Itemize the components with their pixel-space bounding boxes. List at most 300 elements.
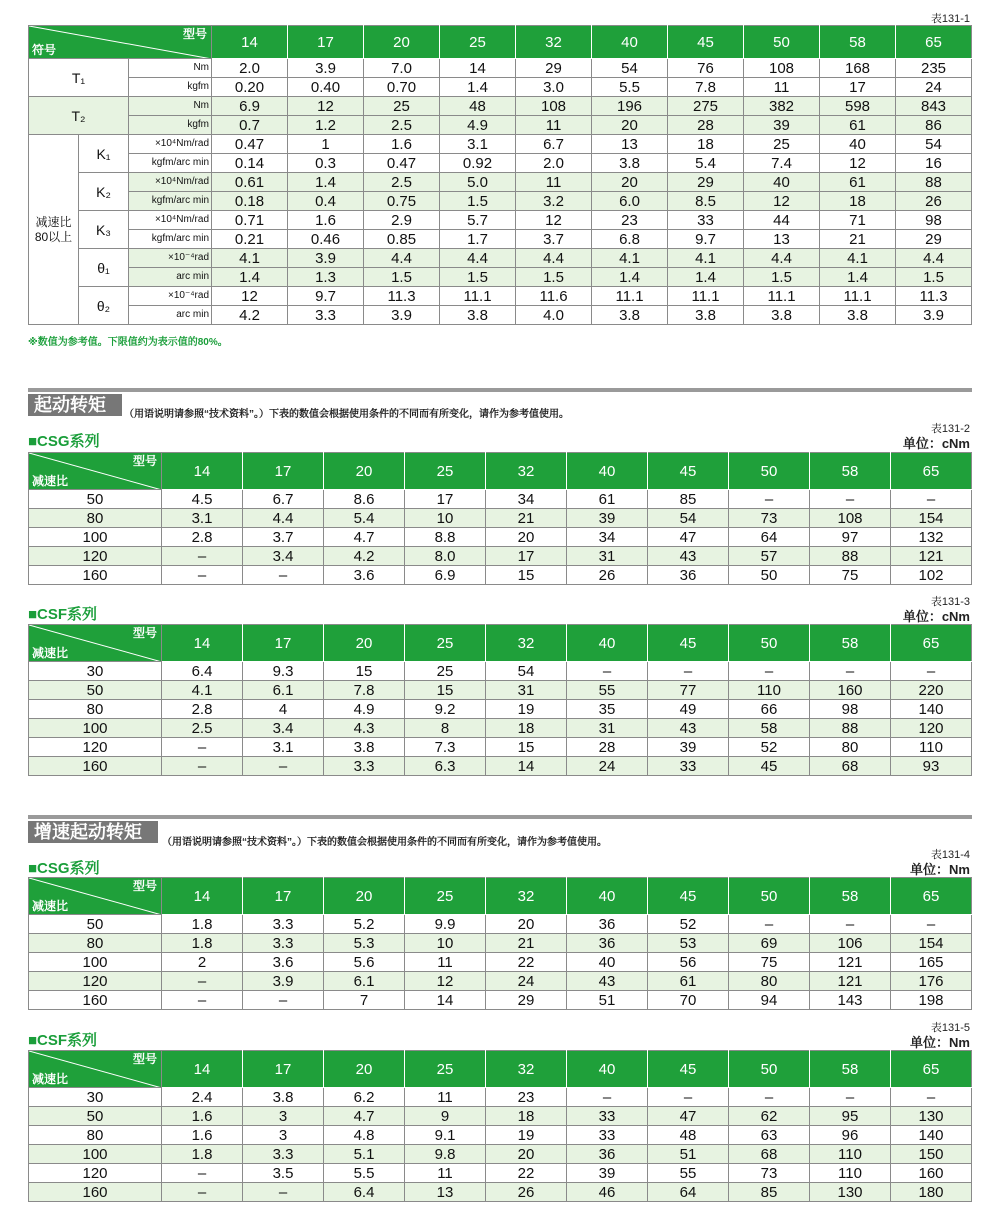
value-cell: 80 [729, 972, 810, 991]
value-cell: – [243, 991, 324, 1010]
value-cell: 108 [516, 97, 592, 116]
model-header: 25 [405, 1051, 486, 1088]
value-cell: 110 [810, 1164, 891, 1183]
value-cell: – [243, 757, 324, 776]
value-cell: 12 [405, 972, 486, 991]
value-cell: – [891, 1088, 972, 1107]
value-cell: 3.8 [243, 1088, 324, 1107]
table-row [29, 662, 972, 681]
ratio-cell: 120 [29, 1164, 162, 1183]
value-cell: 0.3 [288, 154, 364, 173]
value-cell: 11 [516, 116, 592, 135]
value-cell: 1.5 [440, 268, 516, 287]
value-cell: 26 [486, 1183, 567, 1202]
value-cell: – [567, 1088, 648, 1107]
value-cell: 130 [810, 1183, 891, 1202]
value-cell: 33 [567, 1107, 648, 1126]
ratio-cell: 160 [29, 991, 162, 1010]
corner-label-row: 符号 [32, 43, 57, 57]
value-cell: – [810, 490, 891, 509]
value-cell: 21 [820, 230, 896, 249]
model-header: 45 [648, 1051, 729, 1088]
value-cell: 45 [729, 757, 810, 776]
corner-label-row: 减速比 [32, 1072, 69, 1086]
value-cell: 130 [891, 1107, 972, 1126]
unit-cell: ×10⁻⁴rad [129, 249, 212, 268]
model-header: 32 [486, 1051, 567, 1088]
table-id: 表131-2 [930, 423, 970, 435]
value-cell: 21 [486, 509, 567, 528]
value-cell: 43 [648, 719, 729, 738]
value-cell: 24 [567, 757, 648, 776]
model-header: 32 [486, 625, 567, 662]
value-cell: 176 [891, 972, 972, 991]
value-cell: 36 [567, 915, 648, 934]
value-cell: 34 [567, 528, 648, 547]
value-cell: 61 [648, 972, 729, 991]
value-cell: 5.5 [592, 78, 668, 97]
value-cell: 143 [810, 991, 891, 1010]
ratio-cell: 100 [29, 953, 162, 972]
value-cell: 35 [567, 700, 648, 719]
value-cell: 22 [486, 953, 567, 972]
value-cell: 5.2 [324, 915, 405, 934]
ratio-cell: 50 [29, 915, 162, 934]
value-cell: 25 [364, 97, 440, 116]
series-title: ■CSG系列 [28, 433, 100, 450]
value-cell: 55 [567, 681, 648, 700]
unit-cell: arc min [129, 268, 212, 287]
value-cell: 57 [729, 547, 810, 566]
value-cell: 0.92 [440, 154, 516, 173]
value-cell: 4.4 [896, 249, 972, 268]
value-cell: 86 [896, 116, 972, 135]
value-cell: 106 [810, 934, 891, 953]
unit-cell: kgfm/arc min [129, 230, 212, 249]
value-cell: 9.2 [405, 700, 486, 719]
value-cell: 31 [567, 547, 648, 566]
value-cell: 1.5 [440, 192, 516, 211]
value-cell: 3 [243, 1126, 324, 1145]
ratio-cell: 160 [29, 1183, 162, 1202]
value-cell: 64 [648, 1183, 729, 1202]
value-cell: 17 [820, 78, 896, 97]
header-corner [29, 26, 212, 59]
value-cell: 6.2 [324, 1088, 405, 1107]
value-cell: 28 [668, 116, 744, 135]
value-cell: 63 [729, 1126, 810, 1145]
value-cell: 28 [567, 738, 648, 757]
value-cell: 160 [810, 681, 891, 700]
value-cell: 275 [668, 97, 744, 116]
ratio-cell: 50 [29, 1107, 162, 1126]
value-cell: 2.4 [162, 1088, 243, 1107]
section-hint: （用语说明请参照“技术资料”。）下表的数值会根据使用条件的不同而有所变化，请作为参考值使用。 [124, 409, 569, 420]
value-cell: 15 [486, 738, 567, 757]
value-cell: 11.1 [820, 287, 896, 306]
corner-label-model: 型号 [132, 1052, 157, 1066]
value-cell: 4.9 [324, 700, 405, 719]
data-table [28, 1050, 972, 1202]
value-cell: 77 [648, 681, 729, 700]
value-cell: 6.7 [243, 490, 324, 509]
model-header: 50 [729, 878, 810, 915]
model-header: 45 [668, 26, 744, 59]
series-title: ■CSF系列 [28, 1032, 98, 1049]
value-cell: 1.4 [212, 268, 288, 287]
ratio-cell: 120 [29, 547, 162, 566]
model-header: 20 [324, 1051, 405, 1088]
value-cell: 11 [405, 1164, 486, 1183]
value-cell: 3.8 [820, 306, 896, 325]
value-cell: 53 [648, 934, 729, 953]
value-cell: 6.9 [212, 97, 288, 116]
model-header: 58 [810, 453, 891, 490]
value-cell: 15 [324, 662, 405, 681]
model-header: 14 [162, 453, 243, 490]
value-cell: 132 [891, 528, 972, 547]
value-cell: 14 [405, 991, 486, 1010]
value-cell: 71 [820, 211, 896, 230]
value-cell: 11.1 [668, 287, 744, 306]
value-cell: 110 [729, 681, 810, 700]
unit-cell: ×10⁴Nm/rad [129, 135, 212, 154]
value-cell: 20 [592, 173, 668, 192]
value-cell: 56 [648, 953, 729, 972]
ratio-cell: 50 [29, 681, 162, 700]
value-cell: 73 [729, 1164, 810, 1183]
model-header: 40 [567, 878, 648, 915]
value-cell: 3.8 [744, 306, 820, 325]
model-header: 17 [243, 878, 324, 915]
value-cell: 3.3 [288, 306, 364, 325]
value-cell: 2.0 [212, 59, 288, 78]
value-cell: 14 [486, 757, 567, 776]
table-id: 表131-5 [930, 1022, 970, 1034]
value-cell: 6.4 [162, 662, 243, 681]
value-cell: 43 [648, 547, 729, 566]
ratio-cell: 50 [29, 490, 162, 509]
value-cell: 3.1 [440, 135, 516, 154]
value-cell: 29 [896, 230, 972, 249]
model-header: 50 [729, 453, 810, 490]
value-cell: 31 [567, 719, 648, 738]
value-cell: 3.3 [243, 1145, 324, 1164]
value-cell: 196 [592, 97, 668, 116]
value-cell: 5.1 [324, 1145, 405, 1164]
value-cell: 1.8 [162, 1145, 243, 1164]
value-cell: 18 [820, 192, 896, 211]
table-row [29, 173, 972, 192]
model-header: 50 [744, 26, 820, 59]
value-cell: 3.6 [324, 566, 405, 585]
value-cell: 39 [567, 509, 648, 528]
value-cell: 62 [729, 1107, 810, 1126]
ratio-cell: 80 [29, 1126, 162, 1145]
value-cell: 29 [516, 59, 592, 78]
value-cell: 61 [820, 173, 896, 192]
value-cell: 4.2 [212, 306, 288, 325]
value-cell: 3.8 [324, 738, 405, 757]
table-row [29, 1088, 972, 1107]
value-cell: 4.1 [668, 249, 744, 268]
value-cell: 34 [486, 490, 567, 509]
value-cell: 140 [891, 700, 972, 719]
table-row [29, 97, 972, 116]
header-corner [29, 878, 162, 915]
value-cell: 6.1 [324, 972, 405, 991]
unit-cell: kgfm [129, 116, 212, 135]
value-cell: – [810, 1088, 891, 1107]
header-row [29, 26, 972, 59]
model-header: 14 [162, 625, 243, 662]
value-cell: 12 [744, 192, 820, 211]
model-header: 40 [567, 453, 648, 490]
value-cell: 12 [212, 287, 288, 306]
value-cell: 49 [648, 700, 729, 719]
value-cell: 43 [567, 972, 648, 991]
model-header: 14 [162, 1051, 243, 1088]
table-row [29, 59, 972, 78]
model-header: 40 [567, 625, 648, 662]
value-cell: 85 [729, 1183, 810, 1202]
value-cell: 4 [243, 700, 324, 719]
table-row [29, 154, 972, 173]
value-cell: 26 [896, 192, 972, 211]
value-cell: 8.6 [324, 490, 405, 509]
value-cell: 11.1 [744, 287, 820, 306]
value-cell: 17 [486, 547, 567, 566]
model-header: 20 [324, 878, 405, 915]
value-cell: 1.3 [288, 268, 364, 287]
section-title: 起动转矩 [28, 394, 122, 416]
value-cell: 3.9 [288, 249, 364, 268]
unit-cell: ×10⁻⁴rad [129, 287, 212, 306]
value-cell: 0.21 [212, 230, 288, 249]
value-cell: 9.7 [668, 230, 744, 249]
header-row [29, 453, 972, 490]
value-cell: 33 [668, 211, 744, 230]
value-cell: 2.5 [364, 173, 440, 192]
value-cell: 1.5 [896, 268, 972, 287]
value-cell: 150 [891, 1145, 972, 1164]
value-cell: 47 [648, 1107, 729, 1126]
header-corner [29, 453, 162, 490]
value-cell: 154 [891, 509, 972, 528]
value-cell: 51 [648, 1145, 729, 1164]
value-cell: 54 [648, 509, 729, 528]
unit-label: 单位：Nm [910, 1035, 970, 1050]
value-cell: 3.0 [516, 78, 592, 97]
value-cell: 68 [729, 1145, 810, 1164]
value-cell: 4.1 [212, 249, 288, 268]
value-cell: 3.5 [243, 1164, 324, 1183]
corner-label-model: 型号 [132, 879, 157, 893]
value-cell: 3.9 [288, 59, 364, 78]
value-cell: 40 [567, 953, 648, 972]
value-cell: 73 [729, 509, 810, 528]
model-header: 25 [405, 625, 486, 662]
value-cell: 4.1 [820, 249, 896, 268]
value-cell: – [729, 915, 810, 934]
ratio-cell: 160 [29, 566, 162, 585]
table-row [29, 757, 972, 776]
value-cell: – [648, 1088, 729, 1107]
table-row [29, 249, 972, 268]
value-cell: 9 [405, 1107, 486, 1126]
unit-cell: arc min [129, 306, 212, 325]
model-header: 20 [324, 625, 405, 662]
value-cell: 40 [820, 135, 896, 154]
value-cell: 61 [567, 490, 648, 509]
section-hint: （用语说明请参照“技术资料”。）下表的数值会根据使用条件的不同而有所变化，请作为参考值使用。 [162, 837, 607, 848]
header-corner [29, 1051, 162, 1088]
model-header: 50 [729, 1051, 810, 1088]
model-header: 58 [810, 1051, 891, 1088]
model-header: 58 [810, 625, 891, 662]
value-cell: 1.7 [440, 230, 516, 249]
ratio-group-label: 减速比 80以上 [29, 135, 79, 325]
value-cell: 1.5 [364, 268, 440, 287]
value-cell: 54 [896, 135, 972, 154]
value-cell: 5.6 [324, 953, 405, 972]
value-cell: 1.5 [516, 268, 592, 287]
value-cell: 1 [288, 135, 364, 154]
value-cell: 31 [486, 681, 567, 700]
value-cell: 6.9 [405, 566, 486, 585]
value-cell: 25 [405, 662, 486, 681]
value-cell: 1.4 [668, 268, 744, 287]
value-cell: 6.8 [592, 230, 668, 249]
value-cell: 6.7 [516, 135, 592, 154]
value-cell: 7.0 [364, 59, 440, 78]
table-row [29, 192, 972, 211]
value-cell: 5.5 [324, 1164, 405, 1183]
value-cell: 160 [891, 1164, 972, 1183]
value-cell: 95 [810, 1107, 891, 1126]
ratio-cell: 120 [29, 738, 162, 757]
value-cell: 11 [405, 953, 486, 972]
value-cell: 2.9 [364, 211, 440, 230]
table-row [29, 719, 972, 738]
value-cell: 3.7 [516, 230, 592, 249]
unit-cell: kgfm [129, 78, 212, 97]
unit-cell: kgfm/arc min [129, 192, 212, 211]
table-row [29, 306, 972, 325]
value-cell: 33 [567, 1126, 648, 1145]
model-header: 25 [405, 878, 486, 915]
value-cell: 0.4 [288, 192, 364, 211]
value-cell: 1.8 [162, 934, 243, 953]
value-cell: 3.8 [668, 306, 744, 325]
value-cell: 3.4 [243, 719, 324, 738]
value-cell: 598 [820, 97, 896, 116]
header-row [29, 878, 972, 915]
model-header: 40 [592, 26, 668, 59]
value-cell: 4.4 [440, 249, 516, 268]
value-cell: – [243, 1183, 324, 1202]
unit-label: 单位：cNm [902, 436, 970, 451]
table-row [29, 528, 972, 547]
table-row [29, 700, 972, 719]
model-header: 65 [891, 878, 972, 915]
unit-cell: kgfm/arc min [129, 154, 212, 173]
value-cell: – [891, 662, 972, 681]
value-cell: – [567, 662, 648, 681]
value-cell: – [162, 991, 243, 1010]
value-cell: 1.6 [162, 1126, 243, 1145]
value-cell: 80 [810, 738, 891, 757]
value-cell: 3.9 [364, 306, 440, 325]
model-header: 25 [405, 453, 486, 490]
model-header: 65 [896, 26, 972, 59]
value-cell: 5.4 [668, 154, 744, 173]
value-cell: 15 [405, 681, 486, 700]
table-row [29, 287, 972, 306]
value-cell: 7.4 [744, 154, 820, 173]
value-cell: 5.0 [440, 173, 516, 192]
value-cell: 85 [648, 490, 729, 509]
value-cell: 0.14 [212, 154, 288, 173]
unit-cell: Nm [129, 59, 212, 78]
model-header: 65 [891, 625, 972, 662]
value-cell: 94 [729, 991, 810, 1010]
value-cell: 3.9 [243, 972, 324, 991]
value-cell: – [162, 566, 243, 585]
value-cell: 69 [729, 934, 810, 953]
value-cell: 3.3 [324, 757, 405, 776]
value-cell: 8 [405, 719, 486, 738]
value-cell: 11 [405, 1088, 486, 1107]
ratio-cell: 30 [29, 1088, 162, 1107]
table-row [29, 1164, 972, 1183]
value-cell: 11.6 [516, 287, 592, 306]
value-cell: 8.0 [405, 547, 486, 566]
value-cell: – [891, 915, 972, 934]
unit-label: 单位：cNm [902, 609, 970, 624]
value-cell: 1.4 [592, 268, 668, 287]
value-cell: 382 [744, 97, 820, 116]
value-cell: 108 [810, 509, 891, 528]
value-cell: 3.7 [243, 528, 324, 547]
value-cell: 0.7 [212, 116, 288, 135]
value-cell: 24 [486, 972, 567, 991]
value-cell: 3.9 [896, 306, 972, 325]
value-cell: 88 [810, 547, 891, 566]
value-cell: 9.9 [405, 915, 486, 934]
value-cell: 70 [648, 991, 729, 1010]
value-cell: 11 [744, 78, 820, 97]
value-cell: 23 [592, 211, 668, 230]
value-cell: – [729, 490, 810, 509]
value-cell: 13 [744, 230, 820, 249]
table-row [29, 953, 972, 972]
value-cell: 1.6 [288, 211, 364, 230]
value-cell: 26 [567, 566, 648, 585]
value-cell: 140 [891, 1126, 972, 1145]
symbol-cell: K₁ [79, 135, 129, 173]
value-cell: 4.7 [324, 528, 405, 547]
value-cell: 4.4 [364, 249, 440, 268]
table-row [29, 566, 972, 585]
value-cell: 2 [162, 953, 243, 972]
value-cell: 64 [729, 528, 810, 547]
value-cell: 3.1 [162, 509, 243, 528]
value-cell: 36 [567, 1145, 648, 1164]
value-cell: 18 [486, 719, 567, 738]
value-cell: – [162, 757, 243, 776]
value-cell: 2.5 [364, 116, 440, 135]
